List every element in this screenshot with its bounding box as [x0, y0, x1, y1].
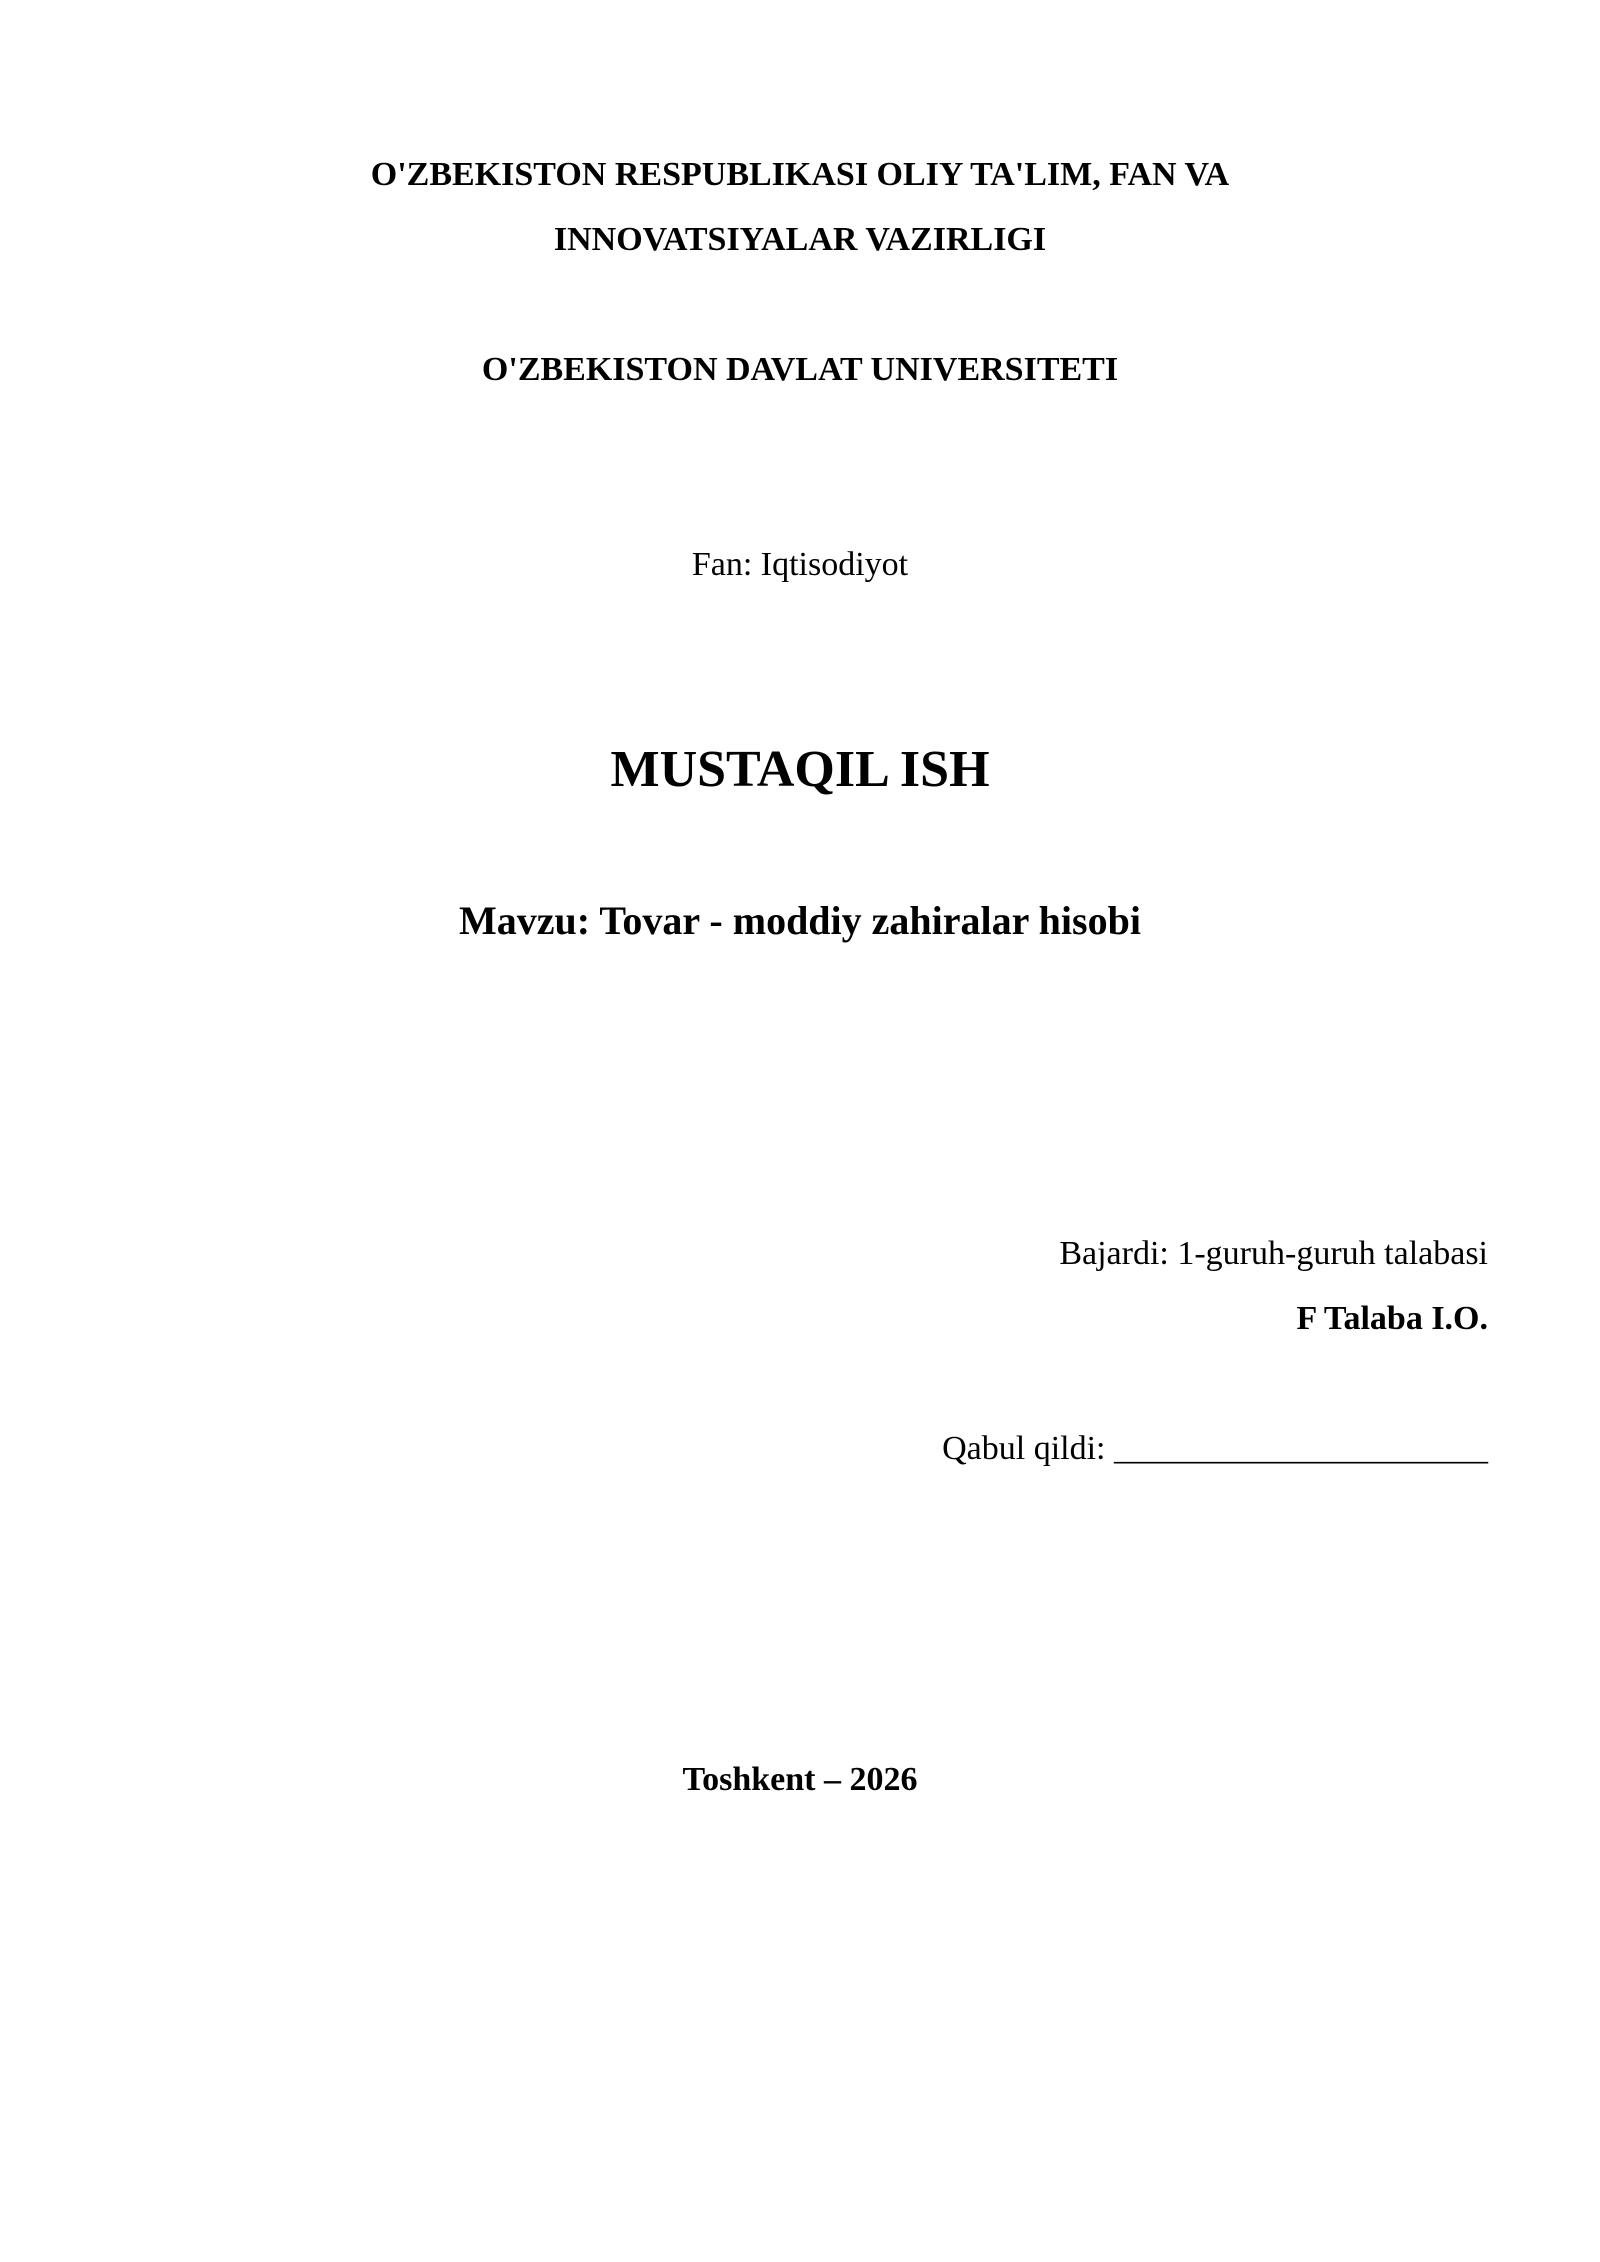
performer-line: Bajardi: 1-guruh-guruh talabasi	[1059, 1235, 1488, 1272]
university-name: O'ZBEKISTON DAVLAT UNIVERSITETI	[481, 351, 1119, 388]
accepted-by-line: Qabul qildi: ______________________	[942, 1430, 1488, 1467]
subject-line: Fan: Iqtisodiyot	[691, 546, 909, 583]
document-title: MUSTAQIL ISH	[610, 741, 990, 798]
student-name: F Talaba I.O.	[1296, 1300, 1488, 1337]
topic-line: Mavzu: Tovar - moddiy zahiralar hisobi	[459, 898, 1141, 943]
ministry-line-2: INNOVATSIYALAR VAZIRLIGI	[553, 221, 1047, 258]
ministry-line-1: O'ZBEKISTON RESPUBLIKASI OLIY TA'LIM, FAN VA	[370, 156, 1230, 193]
city-year: Toshkent – 2026	[682, 1761, 918, 1798]
